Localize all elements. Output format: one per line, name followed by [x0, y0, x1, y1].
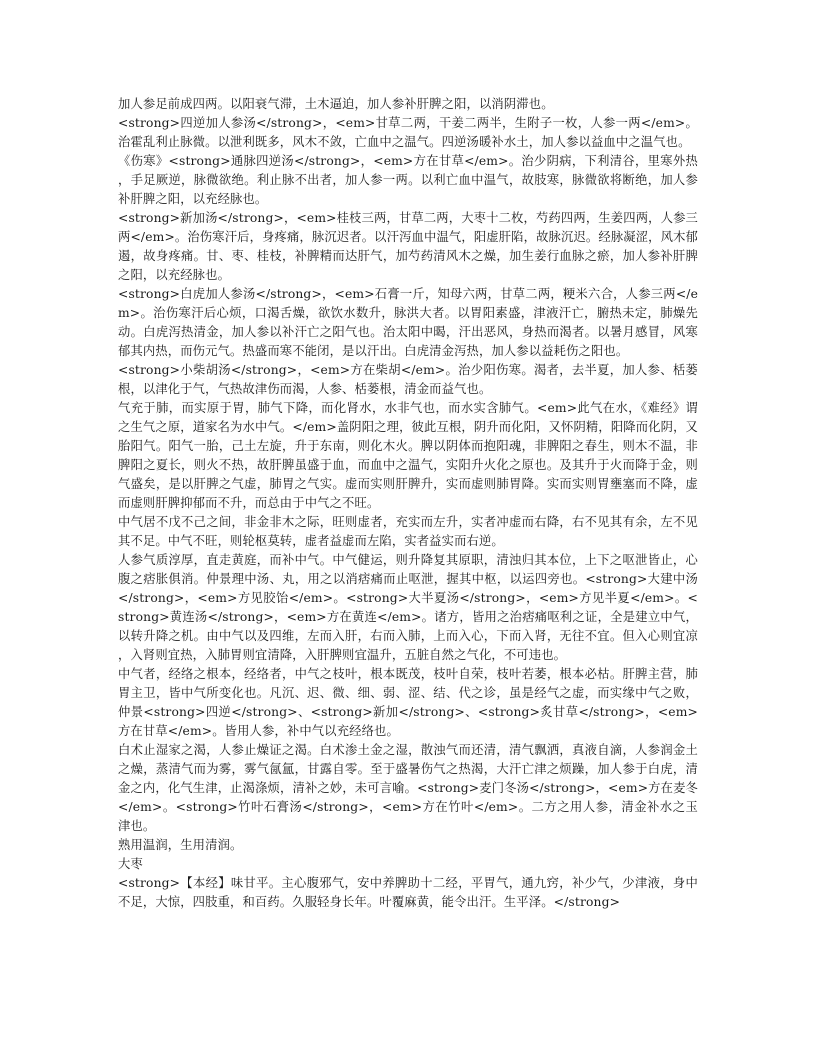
- paragraph-12: 熟用温润，生用清润。: [118, 838, 243, 852]
- paragraph-13: <strong>【本经】味甘平。主心腹邪气，安中养脾助十二经，平胃气，通九窍，补少气，少津液，身中不足，大惊，四肢重，和百药。久服轻身长年。叶覆麻黄，能令出汗。生平泽。</strong>: [118, 876, 698, 909]
- paragraph-8: 中气居不戊不己之间，非金非木之际，旺则虚者，充实而左升，实者冲虚而右降，右不见其有余，左不见其不足。中气不旺，则轮枢莫转，虚者益虚而左陷，实者益实而右逆。: [118, 515, 698, 548]
- paragraph-4: <strong>新加汤</strong>，<em>桂枝三两，甘草二两，大枣十二枚，芍药四两，生姜四两，人参三两</em>。治伤寒汗后，身疼痛，脉沉迟者。以汗泻血中温气，阳虚肝陷，故脉沉迟。经脉凝涩，风木郁遏，故身疼痛。甘、枣、桂枝，补脾精而达肝气，加芍药清风木之燥，加生姜行血脉之瘀，加人参补肝脾之阳，以充经脉也。: [118, 211, 698, 282]
- paragraph-9: 人参气质淳厚，直走黄庭，而补中气。中气健运，则升降复其原职，清浊归其本位，上下之呕泄皆止，心腹之痞胀俱消。仲景理中汤、丸，用之以消痞痛而止呕泄，握其中枢，以运四旁也。<strong>大建中汤</strong>，<em>方见胶饴</em>。<strong>大半夏汤</strong>，<em>方见半夏</em>。<strong>黄连汤</strong>，<em>方在黄连</em>。诸方，皆用之治痞痛呕利之证，全是建立中气，以转升降之机。由中气以及四维，左而入肝，右而入肺，上而入心，下而入肾，无往不宜。但入心则宜凉，入肾则宜热，入肺胃则宜清降，入肝脾则宜温升，五脏自然之气化，不可违也。: [118, 553, 698, 662]
- paragraph-1: 加人参足前成四两。以阳衰气滞，土木逼迫，加人参补肝脾之阳，以消阴滞也。: [118, 97, 554, 111]
- paragraph-3: 《伤寒》<strong>通脉四逆汤</strong>，<em>方在甘草</em>。治少阴病，下利清谷，里寒外热，手足厥逆，脉微欲绝。利止脉不出者，加人参一两。以利亡血中温气，故肢寒，脉微欲将断绝，加人参补肝脾之阳，以充经脉也。: [118, 154, 698, 206]
- document-page: [118, 95, 698, 912]
- paragraph-7: 气充于肺，而实原于胃，肺气下降，而化肾水，水非气也，而水实含肺气。<em>此气在水，《难经》谓之生气之原，道家名为水中气。</em>盖阴阳之理，彼此互根，阴升而化阳，又怀阴精，阳降而化阴，又胎阳气。阳气一胎，己土左旋，升于东南，则化木火。脾以阴体而抱阳魂，非脾阳之春生，则木不温，非脾阳之夏长，则火不热，故肝脾虽盛于血，而血中之温气，实阳升火化之原也。及其升于火而降于金，则气盛矣，是以肝脾之气虚，肺胃之气实。虚而实则肝脾升，实而虚则肺胃降。实而实则胃壅塞而不降，虚而虚则肝脾抑郁而不升，而总由于中气之不旺。: [118, 401, 698, 510]
- paragraph-2: <strong>四逆加人参汤</strong>，<em>甘草二两，干姜二两半，生附子一枚，人参一两</em>。治霍乱利止脉微。以泄利既多，风木不敛，亡血中之温气。四逆汤暖补水土，加人参以益血中之温气也。: [118, 116, 698, 149]
- paragraph-10: 中气者，经络之根本，经络者，中气之枝叶，根本既茂，枝叶自荣，枝叶若萎，根本必枯。肝脾主营，肺胃主卫，皆中气所变化也。凡沉、迟、微、细、弱、涩、结、代之诊，虽是经气之虚，而实缘中气之败，仲景<strong>四逆</strong>、<strong>新加</strong>、<strong>炙甘草</strong>，<em>方在甘草</em>。皆用人参，补中气以充经络也。: [118, 667, 698, 738]
- paragraph-11: 白术止湿家之渴，人参止燥证之渴。白术渗土金之湿，散浊气而还清，清气飘洒，真液自滴，人参润金土之燥，蒸清气而为雾，雾气氤氲，甘露自零。至于盛暑伤气之热渴，大汗亡津之烦躁，加人参于白虎，清金之内，化气生津，止渴涤烦，清补之妙，未可言喻。<strong>麦门冬汤</strong>，<em>方在麦冬</em>。<strong>竹叶石膏汤</strong>，<em>方在竹叶</em>。二方之用人参，清金补水之玉津也。: [118, 743, 698, 833]
- section-heading: 大枣: [118, 857, 143, 871]
- paragraph-6: <strong>小柴胡汤</strong>，<em>方在柴胡</em>。治少阳伤寒。渴者，去半夏，加人参、栝蒌根，以津化于气，气热故津伤而渴，人参、栝蒌根，清金而益气也。: [118, 363, 698, 396]
- paragraph-5: <strong>白虎加人参汤</strong>，<em>石膏一斤，知母六两，甘草二两，粳米六合，人参三两</em>。治伤寒汗后心烦，口渴舌燥，欲饮水数升，脉洪大者。以胃阳素盛，津液汗亡，腑热未定，肺燥先动。白虎泻热清金，加人参以补汗亡之阳气也。治太阳中暍，汗出恶风，身热而渴者。以暑月感冒，风寒郁其内热，而伤元气。热盛而寒不能闭，是以汗出。白虎清金泻热，加人参以益耗伤之阳也。: [118, 287, 698, 358]
